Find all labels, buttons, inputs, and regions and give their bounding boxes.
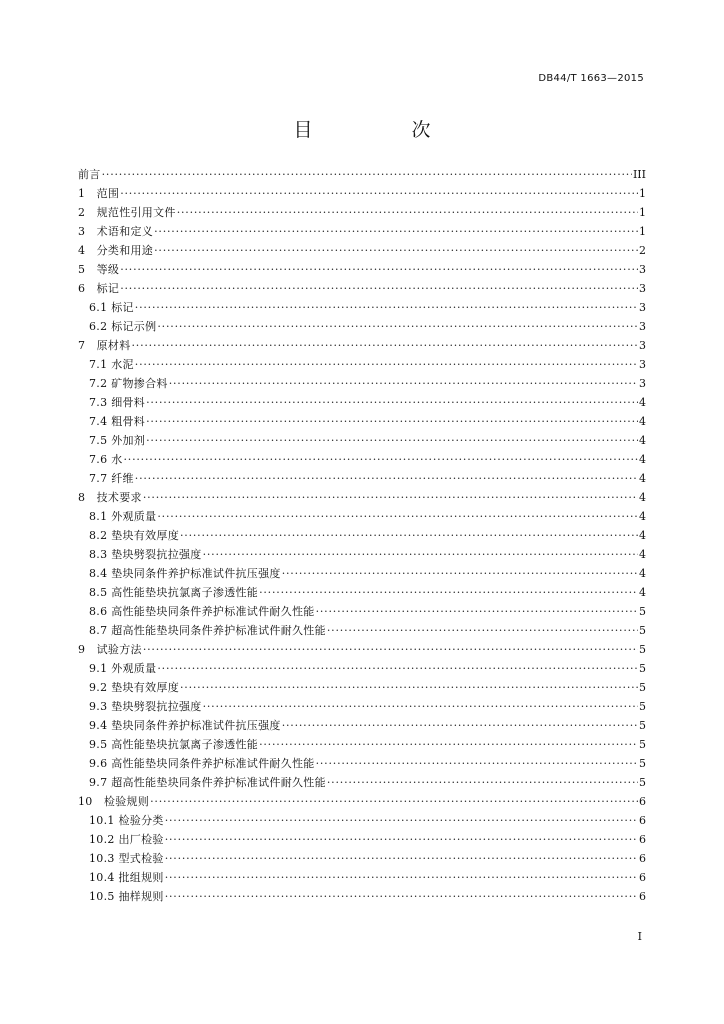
toc-entry[interactable] xyxy=(78,659,646,678)
toc-entry-title: 3 术语和定义 xyxy=(78,225,154,238)
toc-entry[interactable] xyxy=(78,469,646,488)
toc-entry-page: 3 xyxy=(639,377,646,390)
toc-dot-leader xyxy=(135,355,638,374)
toc-entry-title: 7.2 矿物掺合料 xyxy=(89,377,168,390)
toc-entry-title: 7.6 水 xyxy=(89,453,123,466)
toc-entry-page: 4 xyxy=(639,510,646,523)
toc-entry-page: 3 xyxy=(639,263,646,276)
toc-entry-page: 5 xyxy=(639,605,646,618)
toc-entry[interactable] xyxy=(78,355,646,374)
toc-entry-page: 4 xyxy=(639,586,646,599)
toc-entry-title: 8 技术要求 xyxy=(78,491,142,504)
toc-entry[interactable] xyxy=(78,564,646,583)
toc-entry-title: 9.4 垫块同条件养护标准试件抗压强度 xyxy=(89,719,281,732)
toc-entry-title: 6.2 标记示例 xyxy=(89,320,157,333)
toc-dot-leader xyxy=(165,849,638,868)
toc-entry[interactable] xyxy=(78,716,646,735)
toc-entry[interactable] xyxy=(78,298,646,317)
toc-entry[interactable] xyxy=(78,241,646,260)
toc-entry[interactable] xyxy=(78,203,646,222)
toc-dot-leader xyxy=(169,374,638,393)
toc-entry-title: 8.2 垫块有效厚度 xyxy=(89,529,179,542)
toc-entry[interactable] xyxy=(78,849,646,868)
toc-entry-title: 10 检验规则 xyxy=(78,795,150,808)
toc-entry-title: 7.3 细骨料 xyxy=(89,396,146,409)
toc-entry-page: 3 xyxy=(639,301,646,314)
toc-entry-page: 5 xyxy=(639,681,646,694)
toc-dot-leader xyxy=(143,488,638,507)
toc-entry-page: 5 xyxy=(639,624,646,637)
toc-entry-page: 4 xyxy=(639,529,646,542)
toc-entry-title: 8.4 垫块同条件养护标准试件抗压强度 xyxy=(89,567,281,580)
toc-dot-leader xyxy=(327,773,638,792)
toc-dot-leader xyxy=(124,450,639,469)
toc-entry[interactable] xyxy=(78,697,646,716)
toc-entry-page: 1 xyxy=(639,206,646,219)
toc-entry[interactable] xyxy=(78,165,646,184)
toc-dot-leader xyxy=(157,659,638,678)
toc-entry[interactable] xyxy=(78,507,646,526)
toc-entry[interactable] xyxy=(78,887,646,906)
toc-entry-title: 9.5 高性能垫块抗氯离子渗透性能 xyxy=(89,738,259,751)
toc-entry-title: 2 规范性引用文件 xyxy=(78,206,176,219)
toc-dot-leader xyxy=(327,621,638,640)
toc-entry-page: 5 xyxy=(639,738,646,751)
toc-dot-leader xyxy=(180,526,638,545)
toc-dot-leader xyxy=(146,431,638,450)
toc-dot-leader xyxy=(135,298,638,317)
toc-entry-title: 8.1 外观质量 xyxy=(89,510,157,523)
toc-entry[interactable] xyxy=(78,317,646,336)
toc-entry-page: 2 xyxy=(639,244,646,257)
toc-entry[interactable] xyxy=(78,773,646,792)
table-of-contents xyxy=(78,165,646,906)
standard-code: DB44/T 1663—2015 xyxy=(538,73,644,84)
toc-dot-leader xyxy=(282,564,638,583)
toc-entry-title: 10.4 批组规则 xyxy=(89,871,164,884)
toc-entry-title: 4 分类和用途 xyxy=(78,244,154,257)
toc-dot-leader xyxy=(132,336,639,355)
toc-entry-title: 10.1 检验分类 xyxy=(89,814,164,827)
toc-entry[interactable] xyxy=(78,868,646,887)
toc-dot-leader xyxy=(157,317,638,336)
toc-entry-title: 9.2 垫块有效厚度 xyxy=(89,681,179,694)
toc-entry-page: 5 xyxy=(639,700,646,713)
toc-dot-leader xyxy=(165,868,638,887)
toc-entry-title: 7.4 粗骨料 xyxy=(89,415,146,428)
toc-entry-page: 3 xyxy=(639,282,646,295)
page-number: I xyxy=(637,930,642,943)
toc-entry-page: 4 xyxy=(639,491,646,504)
toc-dot-leader xyxy=(165,830,638,849)
toc-dot-leader xyxy=(157,507,638,526)
toc-dot-leader xyxy=(120,279,638,298)
toc-entry-page: 4 xyxy=(639,415,646,428)
toc-entry[interactable] xyxy=(78,640,646,659)
toc-entry[interactable] xyxy=(78,488,646,507)
toc-dot-leader xyxy=(150,792,638,811)
toc-entry-page: 3 xyxy=(639,339,646,352)
toc-entry-title: 10.2 出厂检验 xyxy=(89,833,164,846)
toc-entry-title: 7.1 水泥 xyxy=(89,358,134,371)
toc-dot-leader xyxy=(259,583,638,602)
toc-entry-page: 4 xyxy=(639,453,646,466)
toc-entry-page: 1 xyxy=(639,187,646,200)
toc-entry-page: 6 xyxy=(639,871,646,884)
toc-entry-page: 6 xyxy=(639,795,646,808)
toc-dot-leader xyxy=(120,260,638,279)
toc-entry[interactable] xyxy=(78,450,646,469)
toc-entry[interactable] xyxy=(78,412,646,431)
toc-dot-leader xyxy=(154,222,638,241)
toc-dot-leader xyxy=(165,887,638,906)
toc-entry[interactable] xyxy=(78,336,646,355)
toc-entry-title: 前言 xyxy=(78,168,101,181)
toc-entry[interactable] xyxy=(78,830,646,849)
toc-dot-leader xyxy=(143,640,638,659)
toc-entry[interactable] xyxy=(78,583,646,602)
toc-entry-title: 10.5 抽样规则 xyxy=(89,890,164,903)
toc-entry[interactable] xyxy=(78,792,646,811)
toc-entry[interactable] xyxy=(78,545,646,564)
toc-entry-title: 8.7 超高性能垫块同条件养护标准试件耐久性能 xyxy=(89,624,326,637)
toc-entry-page: 6 xyxy=(639,814,646,827)
toc-entry-title: 8.5 高性能垫块抗氯离子渗透性能 xyxy=(89,586,259,599)
toc-dot-leader xyxy=(135,469,638,488)
toc-entry-title: 9.7 超高性能垫块同条件养护标准试件耐久性能 xyxy=(89,776,326,789)
toc-entry-title: 8.3 垫块劈裂抗拉强度 xyxy=(89,548,202,561)
toc-entry-page: 6 xyxy=(639,852,646,865)
toc-entry-title: 7.7 纤维 xyxy=(89,472,134,485)
toc-entry-title: 7 原材料 xyxy=(78,339,131,352)
toc-dot-leader xyxy=(154,241,638,260)
toc-entry[interactable] xyxy=(78,184,646,203)
toc-entry[interactable] xyxy=(78,811,646,830)
toc-dot-leader xyxy=(102,165,632,184)
toc-dot-leader xyxy=(120,184,638,203)
toc-entry-title: 9.6 高性能垫块同条件养护标准试件耐久性能 xyxy=(89,757,315,770)
toc-entry-page: 4 xyxy=(639,472,646,485)
toc-entry-title: 1 范围 xyxy=(78,187,120,200)
toc-entry-page: III xyxy=(632,168,646,181)
toc-entry-title: 9.3 垫块劈裂抗拉强度 xyxy=(89,700,202,713)
toc-entry[interactable] xyxy=(78,431,646,450)
toc-dot-leader xyxy=(146,393,638,412)
toc-entry[interactable] xyxy=(78,279,646,298)
toc-entry-page: 1 xyxy=(639,225,646,238)
toc-entry-page: 4 xyxy=(639,567,646,580)
toc-entry-page: 4 xyxy=(639,548,646,561)
toc-entry[interactable] xyxy=(78,374,646,393)
toc-entry-title: 9 试验方法 xyxy=(78,643,142,656)
toc-dot-leader xyxy=(203,545,638,564)
toc-entry-page: 4 xyxy=(639,396,646,409)
toc-entry-page: 3 xyxy=(639,320,646,333)
toc-dot-leader xyxy=(165,811,638,830)
toc-entry[interactable] xyxy=(78,526,646,545)
toc-entry-page: 5 xyxy=(639,643,646,656)
toc-entry[interactable] xyxy=(78,735,646,754)
toc-dot-leader xyxy=(180,678,638,697)
toc-entry-page: 5 xyxy=(639,757,646,770)
toc-entry-title: 6 标记 xyxy=(78,282,120,295)
toc-entry-page: 6 xyxy=(639,833,646,846)
toc-entry-title: 6.1 标记 xyxy=(89,301,134,314)
toc-entry-page: 3 xyxy=(639,358,646,371)
toc-entry-title: 7.5 外加剂 xyxy=(89,434,146,447)
toc-dot-leader xyxy=(316,602,638,621)
toc-entry-title: 9.1 外观质量 xyxy=(89,662,157,675)
page-title: 目 次 xyxy=(293,119,471,141)
toc-dot-leader xyxy=(146,412,638,431)
toc-dot-leader xyxy=(259,735,638,754)
toc-entry[interactable] xyxy=(78,260,646,279)
toc-entry[interactable] xyxy=(78,222,646,241)
toc-entry-page: 4 xyxy=(639,434,646,447)
toc-entry-title: 10.3 型式检验 xyxy=(89,852,164,865)
toc-dot-leader xyxy=(316,754,638,773)
toc-entry-page: 5 xyxy=(639,776,646,789)
toc-entry[interactable] xyxy=(78,621,646,640)
toc-entry-page: 5 xyxy=(639,662,646,675)
toc-entry[interactable] xyxy=(78,754,646,773)
toc-entry[interactable] xyxy=(78,602,646,621)
toc-dot-leader xyxy=(203,697,638,716)
toc-dot-leader xyxy=(282,716,638,735)
toc-entry-title: 5 等级 xyxy=(78,263,120,276)
toc-entry[interactable] xyxy=(78,393,646,412)
toc-entry[interactable] xyxy=(78,678,646,697)
toc-entry-title: 8.6 高性能垫块同条件养护标准试件耐久性能 xyxy=(89,605,315,618)
toc-entry-page: 5 xyxy=(639,719,646,732)
toc-entry-page: 6 xyxy=(639,890,646,903)
toc-dot-leader xyxy=(177,203,638,222)
